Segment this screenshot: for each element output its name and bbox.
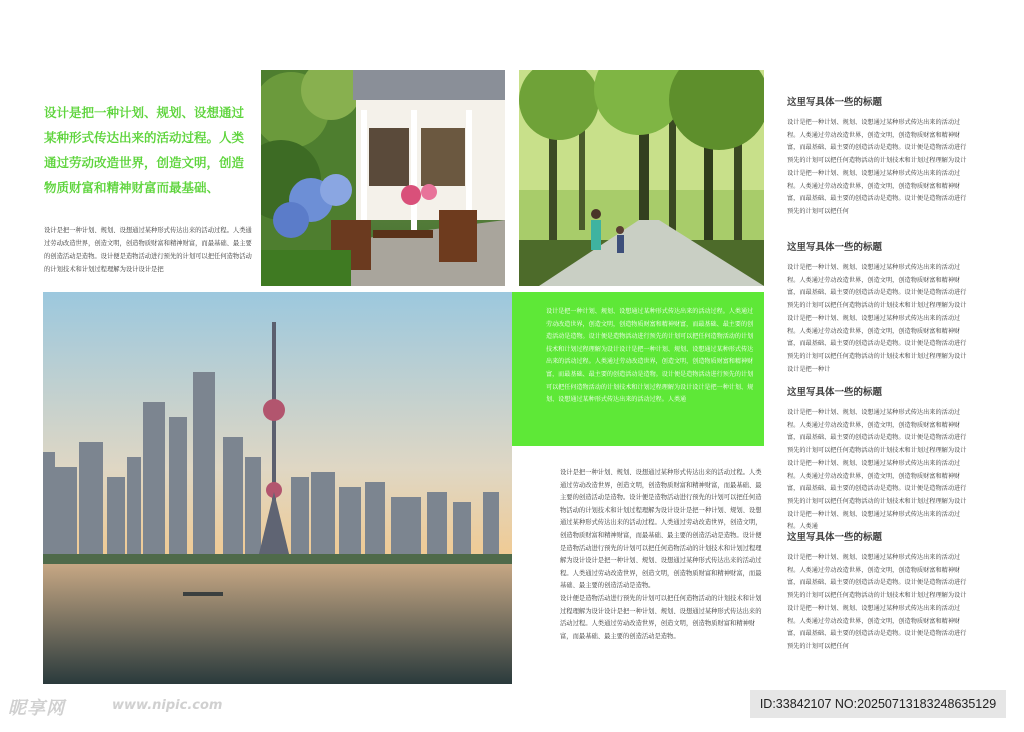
right-column [787, 96, 972, 676]
watermark-url: www.nipic.com [112, 698, 223, 713]
middle-article [560, 467, 764, 643]
middle-article-paragraph-2: 设计便是造物活动进行预先的计划可以把任何造物活动的计划技术和计划过程理解为设计设计是把一种计划、规划、设想通过某种形式传达出来的活动过程。人类通过劳动改造世界，创造文明，创造物质财富和精神财富，而最基础、最主要的创造活动是造物。 [560, 594, 762, 640]
section-heading: 这里写具体一些的标题 [787, 242, 883, 253]
middle-article-paragraph-1: 设计是把一种计划、规划、设想通过某种形式传达出来的活动过程。人类通过劳动改造世界，创造文明，创造物质财富和精神财富，而最基础、最主要的创造活动是造物。设计便是造物活动进行预先的计划可以把任何造物活动的计划技术和计划过程理解为设计设计是把一种计划、规划、设想通过某种形式传达出来的活动过程。人类通过劳动改造世界，创造文明，创造物质财富和精神财富，而最基础、最主要的创造活动是造物。设计便是造物活动进行预先的计划可以把任何造物活动的计划技术和计划过程理解为设计设计是把一种计划、规划、设想通过某种形式传达出来的活动过程。人类通过劳动改造世界，创造文明，创造物质财富和精神财富，而最基础、最主要的创造活动是造物。 [560, 469, 762, 590]
section-heading: 这里写具体一些的标题 [787, 387, 883, 398]
right-section-1 [787, 96, 972, 241]
watermark-logo: 昵享网 [8, 698, 65, 719]
city-skyline-photo [43, 292, 512, 684]
green-text-block [512, 292, 764, 446]
intro-lead-text: 设计是把一种计划、规划、设想通过某种形式传达出来的活动过程。人类通过劳动改造世界，创造文明，创造物质财富和精神财富而最基础、 [44, 105, 245, 195]
right-section-2 [787, 241, 972, 386]
forest-path-photo [519, 70, 764, 286]
right-section-3 [787, 386, 972, 531]
house-porch-photo [261, 70, 505, 286]
section-heading: 这里写具体一些的标题 [787, 532, 883, 543]
section-text: 设计是把一种计划、规划、设想通过某种形式传达出来的活动过程。人类通过劳动改造世界，创造文明，创造物质财富和精神财富，而最基础、最主要的创造活动是造物。设计便是造物活动进行预先的计划可以把任何造物活动的计划技术和计划过程理解为设计设计是把一种计划、规划、设想通过某种形式传达出来的活动过程。人类通过劳动改造世界，创造文明，创造物质财富和精神财富，而最基础、最主要的创造活动是造物。设计便是造物活动进行预先的计划可以把任何造物活动的计划技术和计划过程理解为设计设计是把一种计 [787, 264, 967, 373]
image-id-bar: ID:33842107 NO:20250713183248635129 [750, 690, 1006, 718]
section-text: 设计是把一种计划、规划、设想通过某种形式传达出来的活动过程。人类通过劳动改造世界，创造文明，创造物质财富和精神财富，而最基础、最主要的创造活动是造物。设计便是造物活动进行预先的计划可以把任何造物活动的计划技术和计划过程理解为设计设计是把一种计划、规划、设想通过某种形式传达出来的活动过程。人类通过劳动改造世界，创造文明，创造物质财富和精神财富，而最基础、最主要的创造活动是造物。设计便是造物活动进行预先的计划可以把任何 [787, 554, 967, 650]
section-heading: 这里写具体一些的标题 [787, 97, 883, 108]
green-block-text: 设计是把一种计划、规划、设想通过某种形式传达出来的活动过程。人类通过劳动改造世界，创造文明，创造物质财富和精神财富，而最基础、最主要的创造活动是造物。设计便是造物活动进行预先的计划可以把任何造物活动的计划技术和计划过程理解为设计设计是把一种计划、规划、设想通过某种形式传达出来的活动过程。人类通过劳动改造世界，创造文明，创造物质财富和精神财富，而最基础、最主要的创造活动是造物。设计便是造物活动进行预先的计划可以把任何造物活动的计划技术和计划过程理解为设计设计是把一种计划、规划、设想通过某种形式传达出来的活动过程。人类通 [546, 308, 754, 404]
intro-body-text: 设计是把一种计划、规划、设想通过某种形式传达出来的活动过程。人类通过劳动改造世界，创造文明，创造物质财富和精神财富，而最基础、最主要的创造活动是造物。设计便是造物活动进行预先的计划可以把任何造物活动的计划技术和计划过程理解为设计设计是把 [44, 227, 252, 274]
right-section-4 [787, 531, 972, 676]
section-text: 设计是把一种计划、规划、设想通过某种形式传达出来的活动过程。人类通过劳动改造世界，创造文明，创造物质财富和精神财富，而最基础、最主要的创造活动是造物。设计便是造物活动进行预先的计划可以把任何造物活动的计划技术和计划过程理解为设计设计是把一种计划、规划、设想通过某种形式传达出来的活动过程。人类通过劳动改造世界，创造文明，创造物质财富和精神财富，而最基础、最主要的创造活动是造物。设计便是造物活动进行预先的计划可以把任何造物活动的计划技术和计划过程理解为设计设计是把一种计划、规划、设想通过某种形式传达出来的活动过程。人类通 [787, 409, 967, 531]
section-text: 设计是把一种计划、规划、设想通过某种形式传达出来的活动过程。人类通过劳动改造世界，创造文明，创造物质财富和精神财富，而最基础、最主要的创造活动是造物。设计便是造物活动进行预先的计划可以把任何造物活动的计划技术和计划过程理解为设计设计是把一种计划、规划、设想通过某种形式传达出来的活动过程。人类通过劳动改造世界，创造文明，创造物质财富和精神财富，而最基础、最主要的创造活动是造物。设计便是造物活动进行预先的计划可以把任何 [787, 119, 967, 215]
